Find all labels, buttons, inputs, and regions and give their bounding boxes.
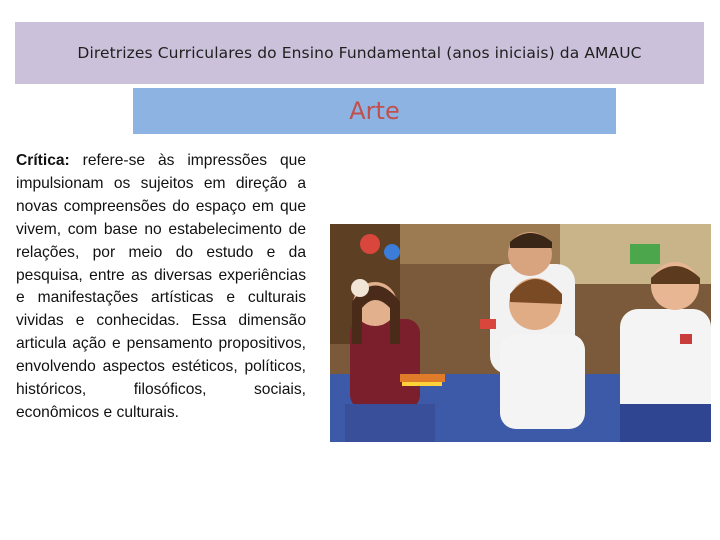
- body-text: refere-se às impressões que impulsionam os sujeitos em direção a novas compreensões do espaço em que vivem, com base no estabelecimento de relações, por meio do estudo e da pesquisa, entre as diversas experiências e manifestações artísticas e culturais vividas e conhecidas. Essa dimensão articula ação e pensamento propositivos, envolvendo aspectos estéticos, políticos, históricos, filosóficos, sociais, econômicos e culturais.: [16, 152, 306, 421]
- classroom-photo-illustration: [330, 224, 711, 442]
- header-banner: [15, 22, 704, 84]
- header-title: Diretrizes Curriculares do Ensino Fundamental (anos iniciais) da AMAUC: [77, 44, 642, 62]
- body-paragraph: [16, 150, 306, 425]
- subject-banner: [133, 88, 616, 134]
- body-term: Crítica:: [16, 152, 70, 169]
- subject-title: Arte: [349, 97, 400, 125]
- classroom-photo: [330, 224, 711, 442]
